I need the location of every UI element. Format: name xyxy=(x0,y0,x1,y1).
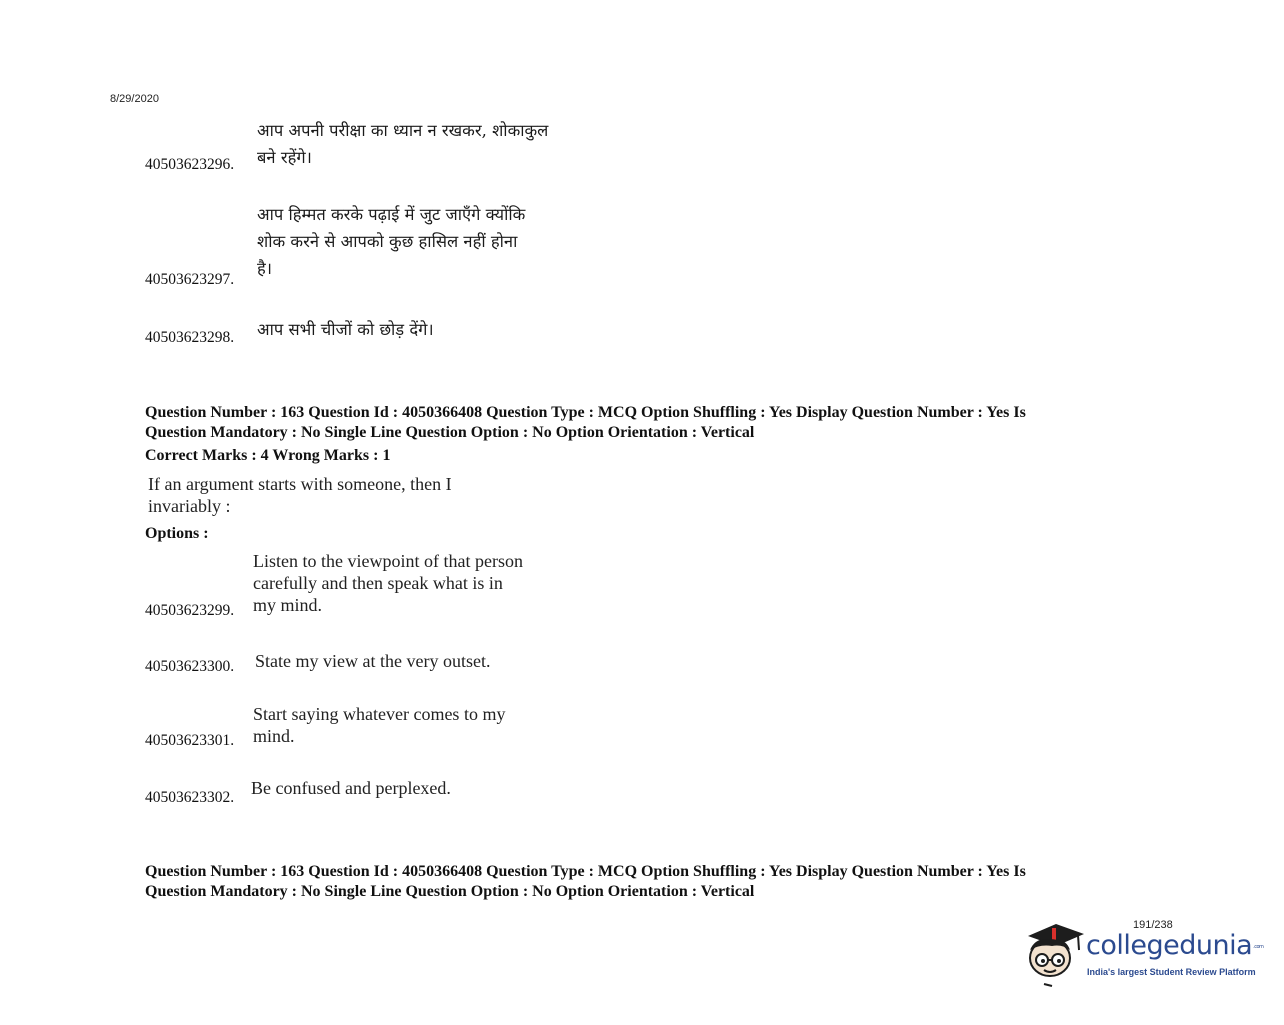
option-text-300: State my view at the very outset. xyxy=(255,651,491,671)
option-id-302: 40503623302. xyxy=(145,789,235,806)
question-text: If an argument starts with someone, then I invariably : xyxy=(148,474,452,516)
page-number: 191/238 xyxy=(1133,919,1173,931)
option-id-296: 40503623296. xyxy=(145,156,235,173)
question-meta: Question Number : 163 Question Id : 4050366408 Question Type : MCQ Option Shuffling : Yes Display Question Number : Yes Is Question Mandatory : No Single Line Question Option : No Option Orientation : Vertical xyxy=(145,404,1026,441)
brand-suffix: .com xyxy=(1253,943,1264,950)
option-text-297: आप हिम्मत करके पढ़ाई में जुट जाएँगे क्योंकि शोक करने से आपको कुछ हासिल नहीं होना है। xyxy=(257,205,526,278)
option-id-298: 40503623298. xyxy=(145,329,235,346)
collegedunia-mascot-icon xyxy=(1022,918,1086,988)
question-marks: Correct Marks : 4 Wrong Marks : 1 xyxy=(145,447,391,464)
option-id-301: 40503623301. xyxy=(145,732,235,749)
next-question-meta: Question Number : 163 Question Id : 4050366408 Question Type : MCQ Option Shuffling : Yes Display Question Number : Yes Is Question Mandatory : No Single Line Question Option : No Option Orientation : Vertical xyxy=(145,863,1026,900)
option-id-300: 40503623300. xyxy=(145,658,235,675)
collegedunia-tagline: India's largest Student Review Platform xyxy=(1087,967,1256,977)
option-id-299: 40503623299. xyxy=(145,602,235,619)
print-date: 8/29/2020 xyxy=(110,93,159,105)
collegedunia-logo-text: collegedunia.com xyxy=(1086,930,1264,961)
option-text-298: आप सभी चीजों को छोड़ देंगे। xyxy=(257,320,434,339)
option-text-299: Listen to the viewpoint of that person carefully and then speak what is in my mind. xyxy=(253,551,523,615)
option-text-296: आप अपनी परीक्षा का ध्यान न रखकर, शोकाकुल बने रहेंगे। xyxy=(257,121,549,167)
option-id-297: 40503623297. xyxy=(145,271,235,288)
options-label: Options : xyxy=(145,525,209,542)
option-text-302: Be confused and perplexed. xyxy=(251,778,451,798)
option-text-301: Start saying whatever comes to my mind. xyxy=(253,704,506,746)
